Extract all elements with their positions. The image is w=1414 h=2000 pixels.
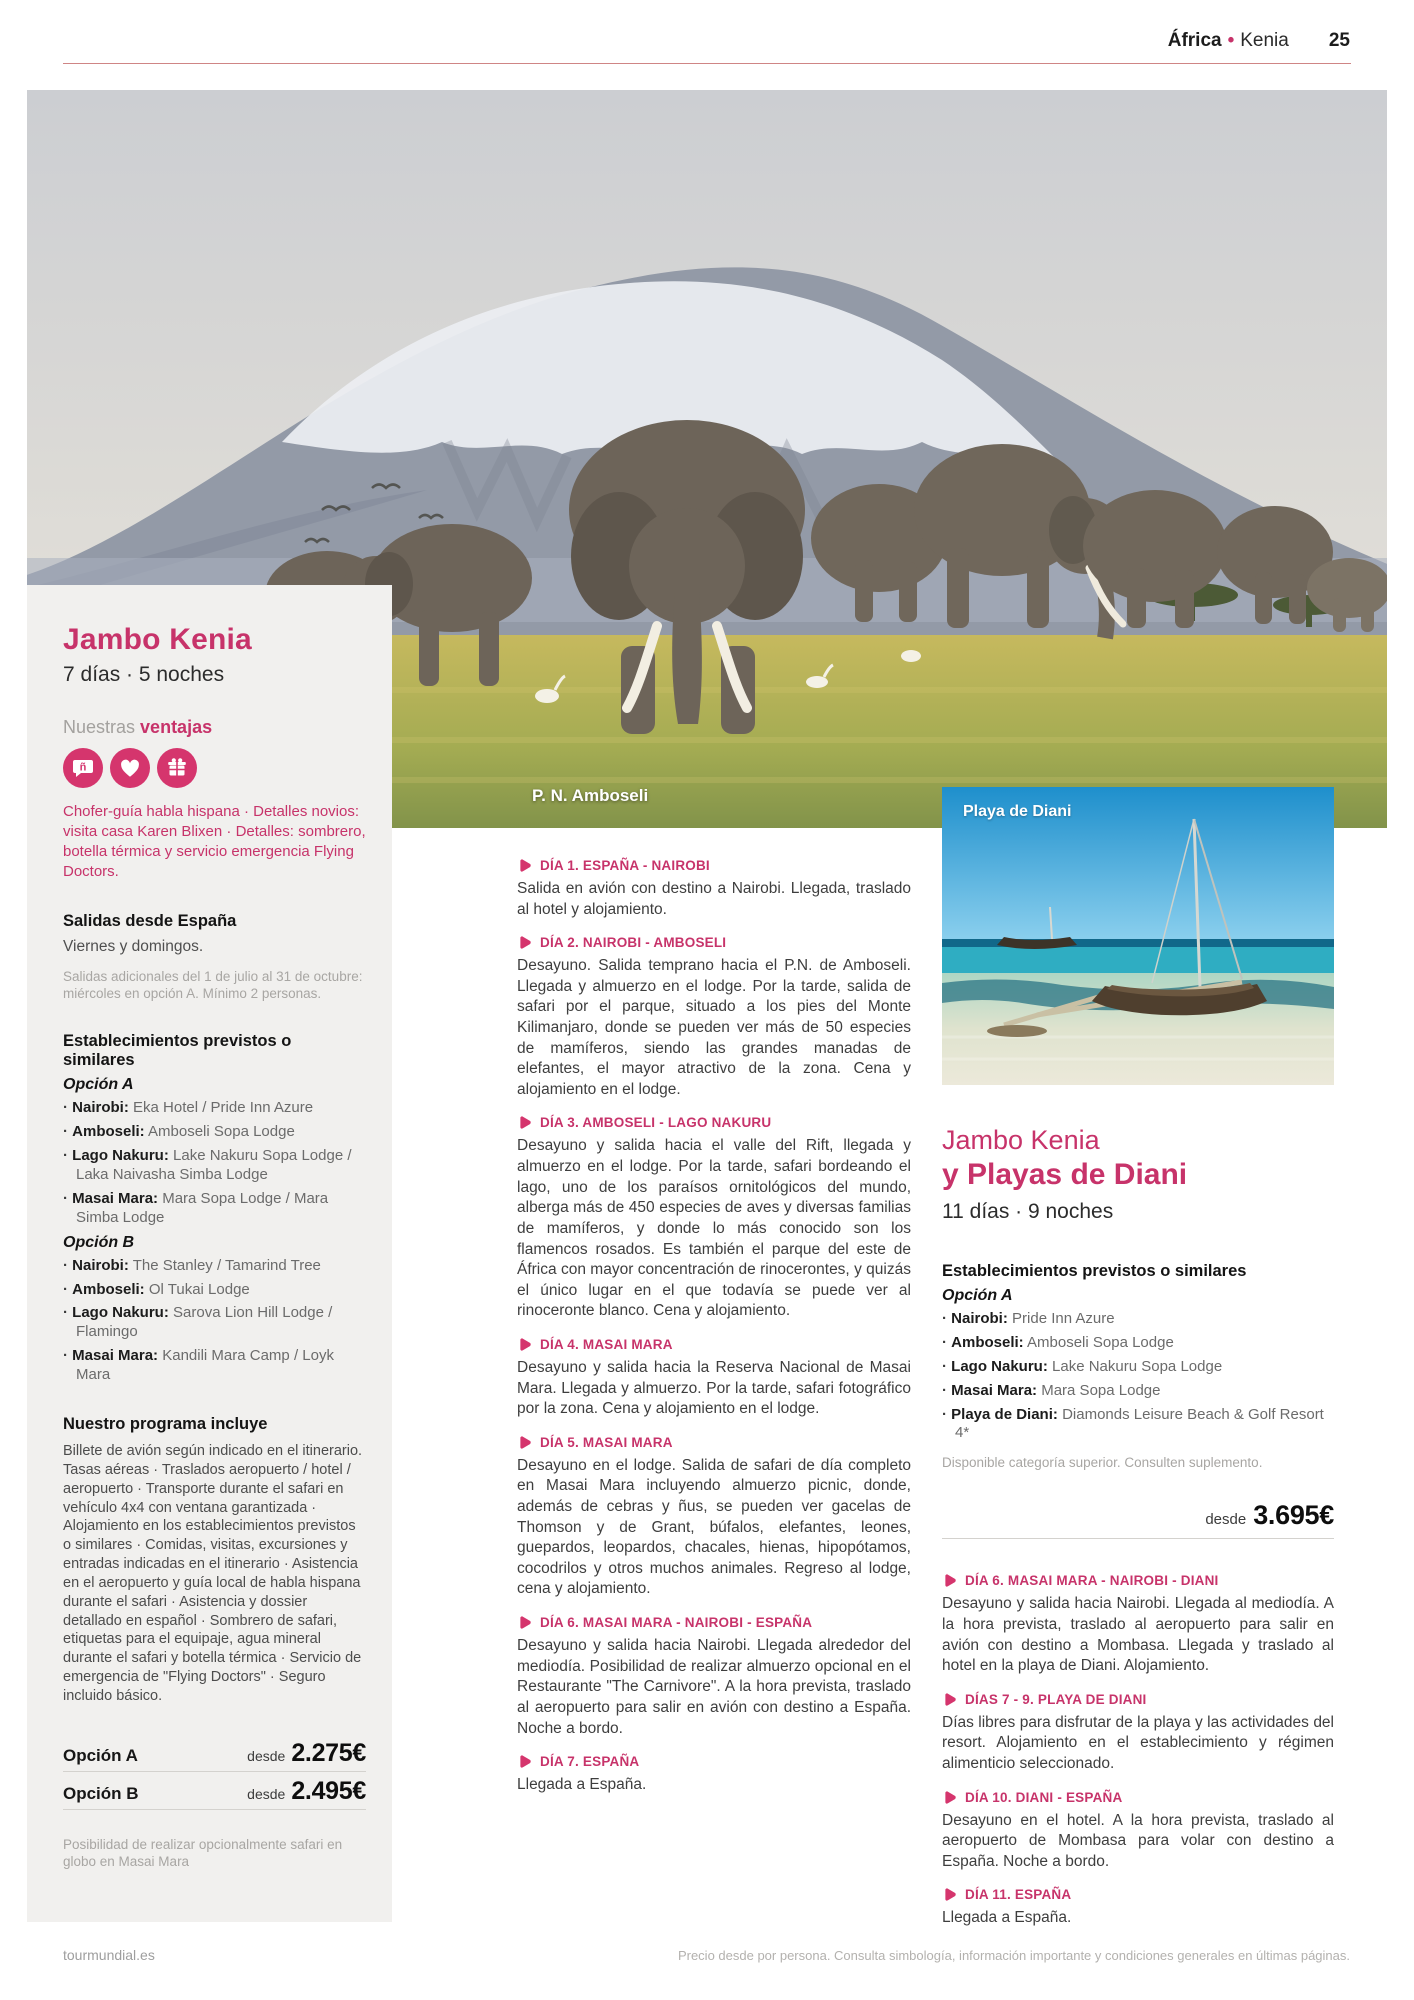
hotel-names: Eka Hotel / Pride Inn Azure [133, 1099, 314, 1117]
day-marker-icon [517, 1337, 532, 1352]
diani-beach-illustration [942, 787, 1334, 1085]
day-marker-icon [942, 1692, 957, 1707]
hotel-row [942, 1406, 1334, 1444]
day-marker-icon [517, 858, 532, 873]
option-a-label: Opción A [63, 1076, 134, 1094]
price-desde: desde [247, 1785, 286, 1802]
itinerary-day [942, 1790, 1334, 1873]
gift-icon [157, 748, 197, 788]
hotel-names: Kandili Mara Camp / Loyk Mara [76, 1347, 334, 1384]
price-option-label: Opción A [63, 1745, 138, 1765]
establecimientos-heading: Establecimientos previstos o similares [63, 1032, 292, 1070]
price-option-label: Opción B [63, 1783, 139, 1803]
day-text: Desayuno en el hotel. A la hora prevista, traslado al aeropuerto de Mombasa para volar con destino a España. Noche a bordo. [942, 1811, 1334, 1870]
day-title: DÍA 6. MASAI MARA - NAIROBI - ESPAÑA [540, 1615, 813, 1631]
svg-text:ñ: ñ [79, 761, 87, 774]
hotel-place: Masai Mara: [72, 1347, 159, 1365]
spanish-chat-icon [63, 748, 103, 788]
right-title-line1: Jambo Kenia [942, 1125, 1100, 1155]
hotel-row [63, 1281, 366, 1300]
option-b-label: Opción B [63, 1233, 135, 1251]
right-note: Disponible categoría superior. Consulten suplemento. [942, 1455, 1263, 1471]
hotel-names: Amboseli Sopa Lodge [1027, 1333, 1174, 1351]
diani-photo-caption: Playa de Diani [963, 803, 1072, 820]
hotel-row [942, 1382, 1334, 1401]
itinerary-day [942, 1692, 1334, 1775]
hero-photo-caption: P. N. Amboseli [532, 786, 649, 805]
hotel-place: Nairobi: [72, 1099, 129, 1117]
panel-footnote: Posibilidad de realizar opcionalmente safari en globo en Masai Mara [63, 1836, 343, 1870]
salidas-heading: Salidas desde España [63, 911, 237, 930]
footer-legal-text: Precio desde por persona. Consulta simbología, información importante y condiciones generales en últimas páginas. [677, 1948, 1350, 1963]
itinerary-day [517, 1337, 911, 1420]
tour-info-panel [27, 585, 392, 1922]
right-tour-title [942, 1125, 1334, 1224]
header-separator: • [1227, 30, 1235, 51]
hotel-row [63, 1123, 366, 1142]
hotel-place: Amboseli: [72, 1280, 145, 1298]
itinerary-day [517, 1754, 911, 1796]
price-amount: 3.695€ [1253, 1500, 1334, 1531]
price-table [63, 1734, 366, 1810]
hotel-place: Masai Mara: [72, 1189, 159, 1207]
hotel-place: Masai Mara: [951, 1381, 1038, 1399]
hotel-row [63, 1190, 366, 1228]
itinerary-day [942, 1887, 1334, 1929]
day-text: Salida en avión con destino a Nairobi. Llegada, traslado al hotel y alojamiento. [517, 880, 911, 918]
day-text: Días libres para disfrutar de la playa y las actividades del resort. Alojamiento en el establecimiento y régimen alimenticio seleccionado. [942, 1713, 1334, 1772]
day-text: Desayuno y salida hacia Nairobi. Llegada al mediodía. A la hora prevista, traslado al aeropuerto para salir en avión con destino a Mombasa. Llegada y traslado al hotel en la playa de Diani. Alojamiento. [942, 1595, 1334, 1675]
day-marker-icon [517, 1115, 532, 1130]
hotel-place: Lago Nakuru: [72, 1304, 169, 1322]
programa-text: Billete de avión según indicado en el itinerario. Tasas aéreas · Traslados aeropuerto / hotel / aeropuerto · Transporte durante el safari en vehículo 4x4 con ventana garantizada · Alojamiento en los establecimientos previstos o similares · Comidas, visitas, excursiones y entradas indicadas en el itinerario · Asistencia en el aeropuerto y guía local de habla hispana durante el safari · Asistencia y dossier detallado en español · Sombrero de safari, etiquetas para el equipaje, agua mineral durante el safari y botella térmica · Servicio de emergencia de "Flying Doctors" · Seguro incluido básico. [63, 1442, 363, 1704]
salidas-note: Salidas adicionales del 1 de julio al 31 de octubre: miércoles en opción A. Mínimo 2 personas. [63, 968, 363, 1002]
right-establecimientos-heading: Establecimientos previstos o similares [942, 1262, 1247, 1280]
day-marker-icon [517, 1754, 532, 1769]
footer-site-link[interactable]: tourmundial.es [63, 1947, 155, 1963]
tour-title: Jambo Kenia [63, 623, 252, 656]
hotel-names: Pride Inn Azure [1012, 1310, 1115, 1327]
hotel-names: Diamonds Leisure Beach & Golf Resort 4* [955, 1405, 1324, 1442]
right-title-line2: y Playas de Diani [942, 1158, 1188, 1191]
itinerary-day [517, 1435, 911, 1600]
hotel-row [63, 1099, 366, 1118]
hotel-names: Amboseli Sopa Lodge [148, 1123, 295, 1141]
day-text: Desayuno en el lodge. Salida de safari de día completo en Masai Mara incluyendo almuerzo picnic, donde, además de cebras y ñus, se pueden ver gacelas de Thomson y de Grant, búfalos, elefantes, leones, guepardos, leopardos, chacales, hienas, hipopótamos, cocodrilos y otros muchos animales. Regreso al lodge, cena y alojamiento. [517, 1456, 911, 1598]
itinerary-day [517, 1115, 911, 1321]
day-text: Llegada a España. [517, 1776, 647, 1794]
hotel-row [63, 1347, 366, 1385]
ventajas-prefix: Nuestras [63, 717, 136, 737]
price-amount: 2.275€ [291, 1738, 366, 1767]
hotel-names: Sarova Lion Hill Lodge / Flamingo [76, 1304, 333, 1341]
hotel-place: Lago Nakuru: [951, 1357, 1048, 1375]
header-country: Kenia [1240, 30, 1289, 51]
programa-heading: Nuestro programa incluye [63, 1414, 268, 1433]
hotel-row [63, 1304, 366, 1342]
right-tour-duration: 11 días · 9 noches [942, 1200, 1114, 1223]
day-title: DÍA 6. MASAI MARA - NAIROBI - DIANI [965, 1573, 1219, 1589]
day-title: DÍA 7. ESPAÑA [540, 1754, 640, 1770]
itinerary-day [517, 858, 911, 920]
hotel-names: Lake Nakuru Sopa Lodge [1052, 1357, 1223, 1375]
price-row [63, 1772, 366, 1810]
itinerary-column-diani [942, 1573, 1334, 1929]
hotel-names: Mara Sopa Lodge / Mara Simba Lodge [76, 1189, 329, 1226]
hotel-names: Lake Nakuru Sopa Lodge / Laka Naivasha Simba Lodge [76, 1147, 352, 1183]
hotel-place: Lago Nakuru: [72, 1147, 169, 1165]
hotel-row [63, 1257, 366, 1276]
day-marker-icon [942, 1790, 957, 1805]
day-title: DÍAS 7 - 9. PLAYA DE DIANI [965, 1691, 1147, 1707]
hotel-names: The Stanley / Tamarind Tree [132, 1256, 321, 1274]
right-establecimientos [942, 1262, 1334, 1470]
day-marker-icon [517, 1435, 532, 1450]
hotel-place: Nairobi: [72, 1256, 129, 1274]
header-rule [63, 63, 1351, 64]
price-desde: desde [1205, 1511, 1247, 1529]
hotel-row [942, 1358, 1334, 1377]
page-header [1168, 30, 1350, 52]
itinerary-day [942, 1573, 1334, 1676]
day-title: DÍA 4. MASAI MARA [540, 1336, 673, 1352]
hotel-names: Mara Sopa Lodge [1041, 1381, 1161, 1399]
day-title: DÍA 1. ESPAÑA - NAIROBI [540, 858, 710, 873]
hotel-place: Amboseli: [72, 1123, 145, 1141]
day-marker-icon [942, 1573, 957, 1588]
price-desde: desde [247, 1747, 286, 1764]
itinerary-column-main [517, 858, 911, 1811]
hotel-place: Amboseli: [951, 1333, 1024, 1351]
hotel-names: Ol Tukai Lodge [148, 1280, 250, 1298]
ventajas-icons [63, 748, 366, 788]
day-text: Desayuno y salida hacia Nairobi. Llegada alrededor del mediodía. Posibilidad de realizar almuerzo opcional en el Restaurante "The Carnivore". A la hora prevista, traslado al aeropuerto para salir en avión con destino a España. Noche a bordo. [517, 1637, 911, 1737]
day-text: Desayuno y salida hacia la Reserva Nacional de Masai Mara. Llegada y almuerzo. Por la tarde, safari fotográfico por la zona. Cena y alojamiento en el lodge. [517, 1358, 911, 1418]
day-title: DÍA 11. ESPAÑA [965, 1887, 1072, 1903]
day-marker-icon [517, 1615, 532, 1630]
itinerary-day [517, 935, 911, 1100]
ventajas-word: ventajas [140, 717, 213, 737]
tour-duration: 7 días · 5 noches [63, 663, 225, 686]
ventajas-label [63, 717, 366, 738]
hotel-row [942, 1334, 1334, 1353]
day-title: DÍA 2. NAIROBI - AMBOSELI [540, 935, 727, 951]
salidas-text: Viernes y domingos. [63, 937, 204, 955]
day-text: Desayuno. Salida temprano hacia el P.N. de Amboseli. Llegada y almuerzo en el lodge. Por la tarde, salida de safari por el parque, situado a los pies del Monte Kilimanjaro, donde se pueden ver más de 50 especies de mamíferos, siendo las grandes manadas de elefantes, el mayor atractivo de la zona. Cena y alojamiento en el lodge. [517, 957, 911, 1098]
hotel-place: Nairobi: [951, 1310, 1008, 1327]
price-amount: 2.495€ [291, 1776, 366, 1805]
price-row [63, 1734, 366, 1772]
ventajas-description: Chofer-guía habla hispana · Detalles novios: visita casa Karen Blixen · Detalles: sombrero, botella térmica y servicio emergencia Flying Doctors. [63, 803, 366, 880]
hotel-row [63, 1147, 366, 1185]
day-marker-icon [517, 935, 532, 950]
diani-photo [942, 787, 1334, 1085]
right-column [942, 787, 1334, 1944]
day-title: DÍA 5. MASAI MARA [540, 1434, 673, 1450]
itinerary-day [517, 1615, 911, 1739]
header-region: África [1167, 30, 1222, 51]
hotel-row [942, 1310, 1334, 1329]
day-text: Llegada a España. [942, 1909, 1072, 1927]
hotel-place: Playa de Diani: [951, 1405, 1058, 1423]
right-price-row [942, 1500, 1334, 1539]
right-option-label: Opción A [942, 1287, 1013, 1304]
day-title: DÍA 3. AMBOSELI - LAGO NAKURU [540, 1115, 772, 1131]
day-title: DÍA 10. DIANI - ESPAÑA [965, 1789, 1123, 1805]
day-text: Desayuno y salida hacia el valle del Rift, llegada y almuerzo en el lodge. Por la tarde, safari bordeando el lago, uno de los paraísos ornitológicos del mundo, alberga más de 450 especies de aves y diversas familias de mamíferos, y donde lo más conocido son los flamencos rosados. Es también el parque del este de África con mayor concentración de rinocerontes, y quizás el único lugar en el que todavía se puede ver al rinoceronte blanco. Cena y alojamiento. [517, 1137, 911, 1320]
page-number: 25 [1328, 30, 1350, 51]
day-marker-icon [942, 1887, 957, 1902]
heart-icon [110, 748, 150, 788]
